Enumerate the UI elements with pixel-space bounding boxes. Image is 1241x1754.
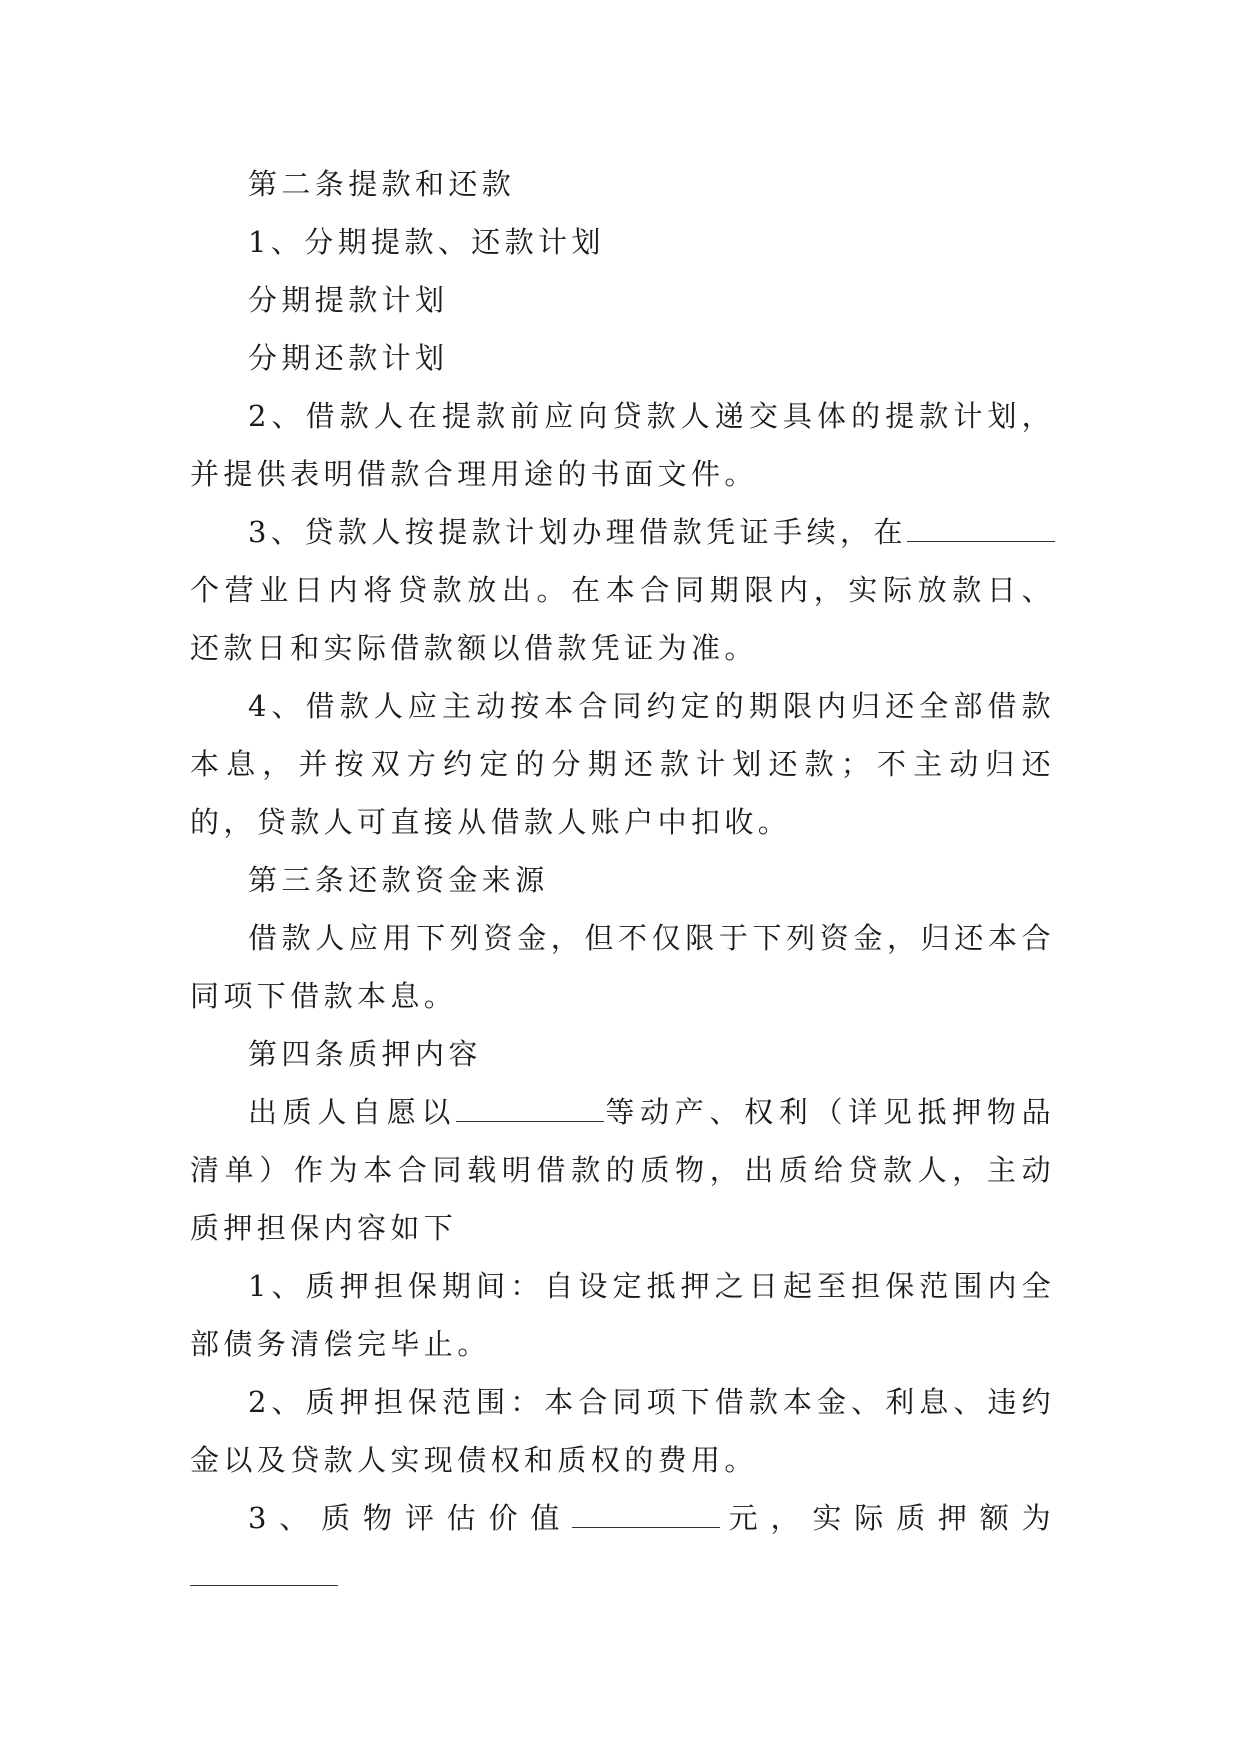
article-3-body: 借款人应用下列资金，但不仅限于下列资金，归还本合同项下借款本息。: [190, 921, 1055, 1013]
pledge-amount-blank: [190, 1559, 338, 1586]
withdrawal-plan-label: 分期提款计划: [248, 283, 449, 317]
clause-2-3-part1: 3、贷款人按提款计划办理借款凭证手续，在: [248, 515, 907, 549]
clause-4-3-part2: 元，实际质押额为: [720, 1501, 1056, 1535]
article-3-heading: 第三条还款资金来源: [248, 863, 549, 897]
article-4-body-part1: 出质人自愿以: [248, 1095, 457, 1129]
clause-4-2: 2、质押担保范围：本合同项下借款本金、利息、违约金以及贷款人实现债权和质权的费用。: [190, 1385, 1055, 1477]
article-4-body: [190, 1083, 1055, 1257]
clause-4-3-part1: 3、质物评估价值: [248, 1501, 573, 1535]
clause-2-3-part2: 个营业日内将贷款放出。在本合同期限内，实际放款日、还款日和实际借款额以借款凭证为准。: [190, 573, 1055, 665]
clause-2-3: [190, 503, 1055, 677]
article-4-heading: 第四条质押内容: [248, 1037, 482, 1071]
article-4-body-part2: 等动产、权利（详见抵押物品清单）作为本合同载明借款的质物，出质给贷款人，主动质押担保内容如下: [190, 1095, 1055, 1245]
business-days-blank: [907, 515, 1055, 542]
article-2-heading: 第二条提款和还款: [248, 167, 516, 201]
clause-2-4: 4、借款人应主动按本合同约定的期限内归还全部借款本息，并按双方约定的分期还款计划还款；不主动归还的，贷款人可直接从借款人账户中扣收。: [190, 689, 1055, 839]
valuation-blank: [572, 1501, 720, 1528]
document-page: [190, 155, 1055, 1605]
clause-4-1: 1、质押担保期间：自设定抵押之日起至担保范围内全部债务清偿完毕止。: [190, 1269, 1055, 1361]
repayment-plan-label: 分期还款计划: [248, 341, 449, 375]
clause-4-3: [190, 1489, 1055, 1605]
clause-2-2: 2、借款人在提款前应向贷款人递交具体的提款计划，并提供表明借款合理用途的书面文件。: [190, 399, 1055, 491]
pledge-items-blank: [456, 1095, 604, 1122]
clause-2-1: 1、分期提款、还款计划: [248, 225, 605, 259]
